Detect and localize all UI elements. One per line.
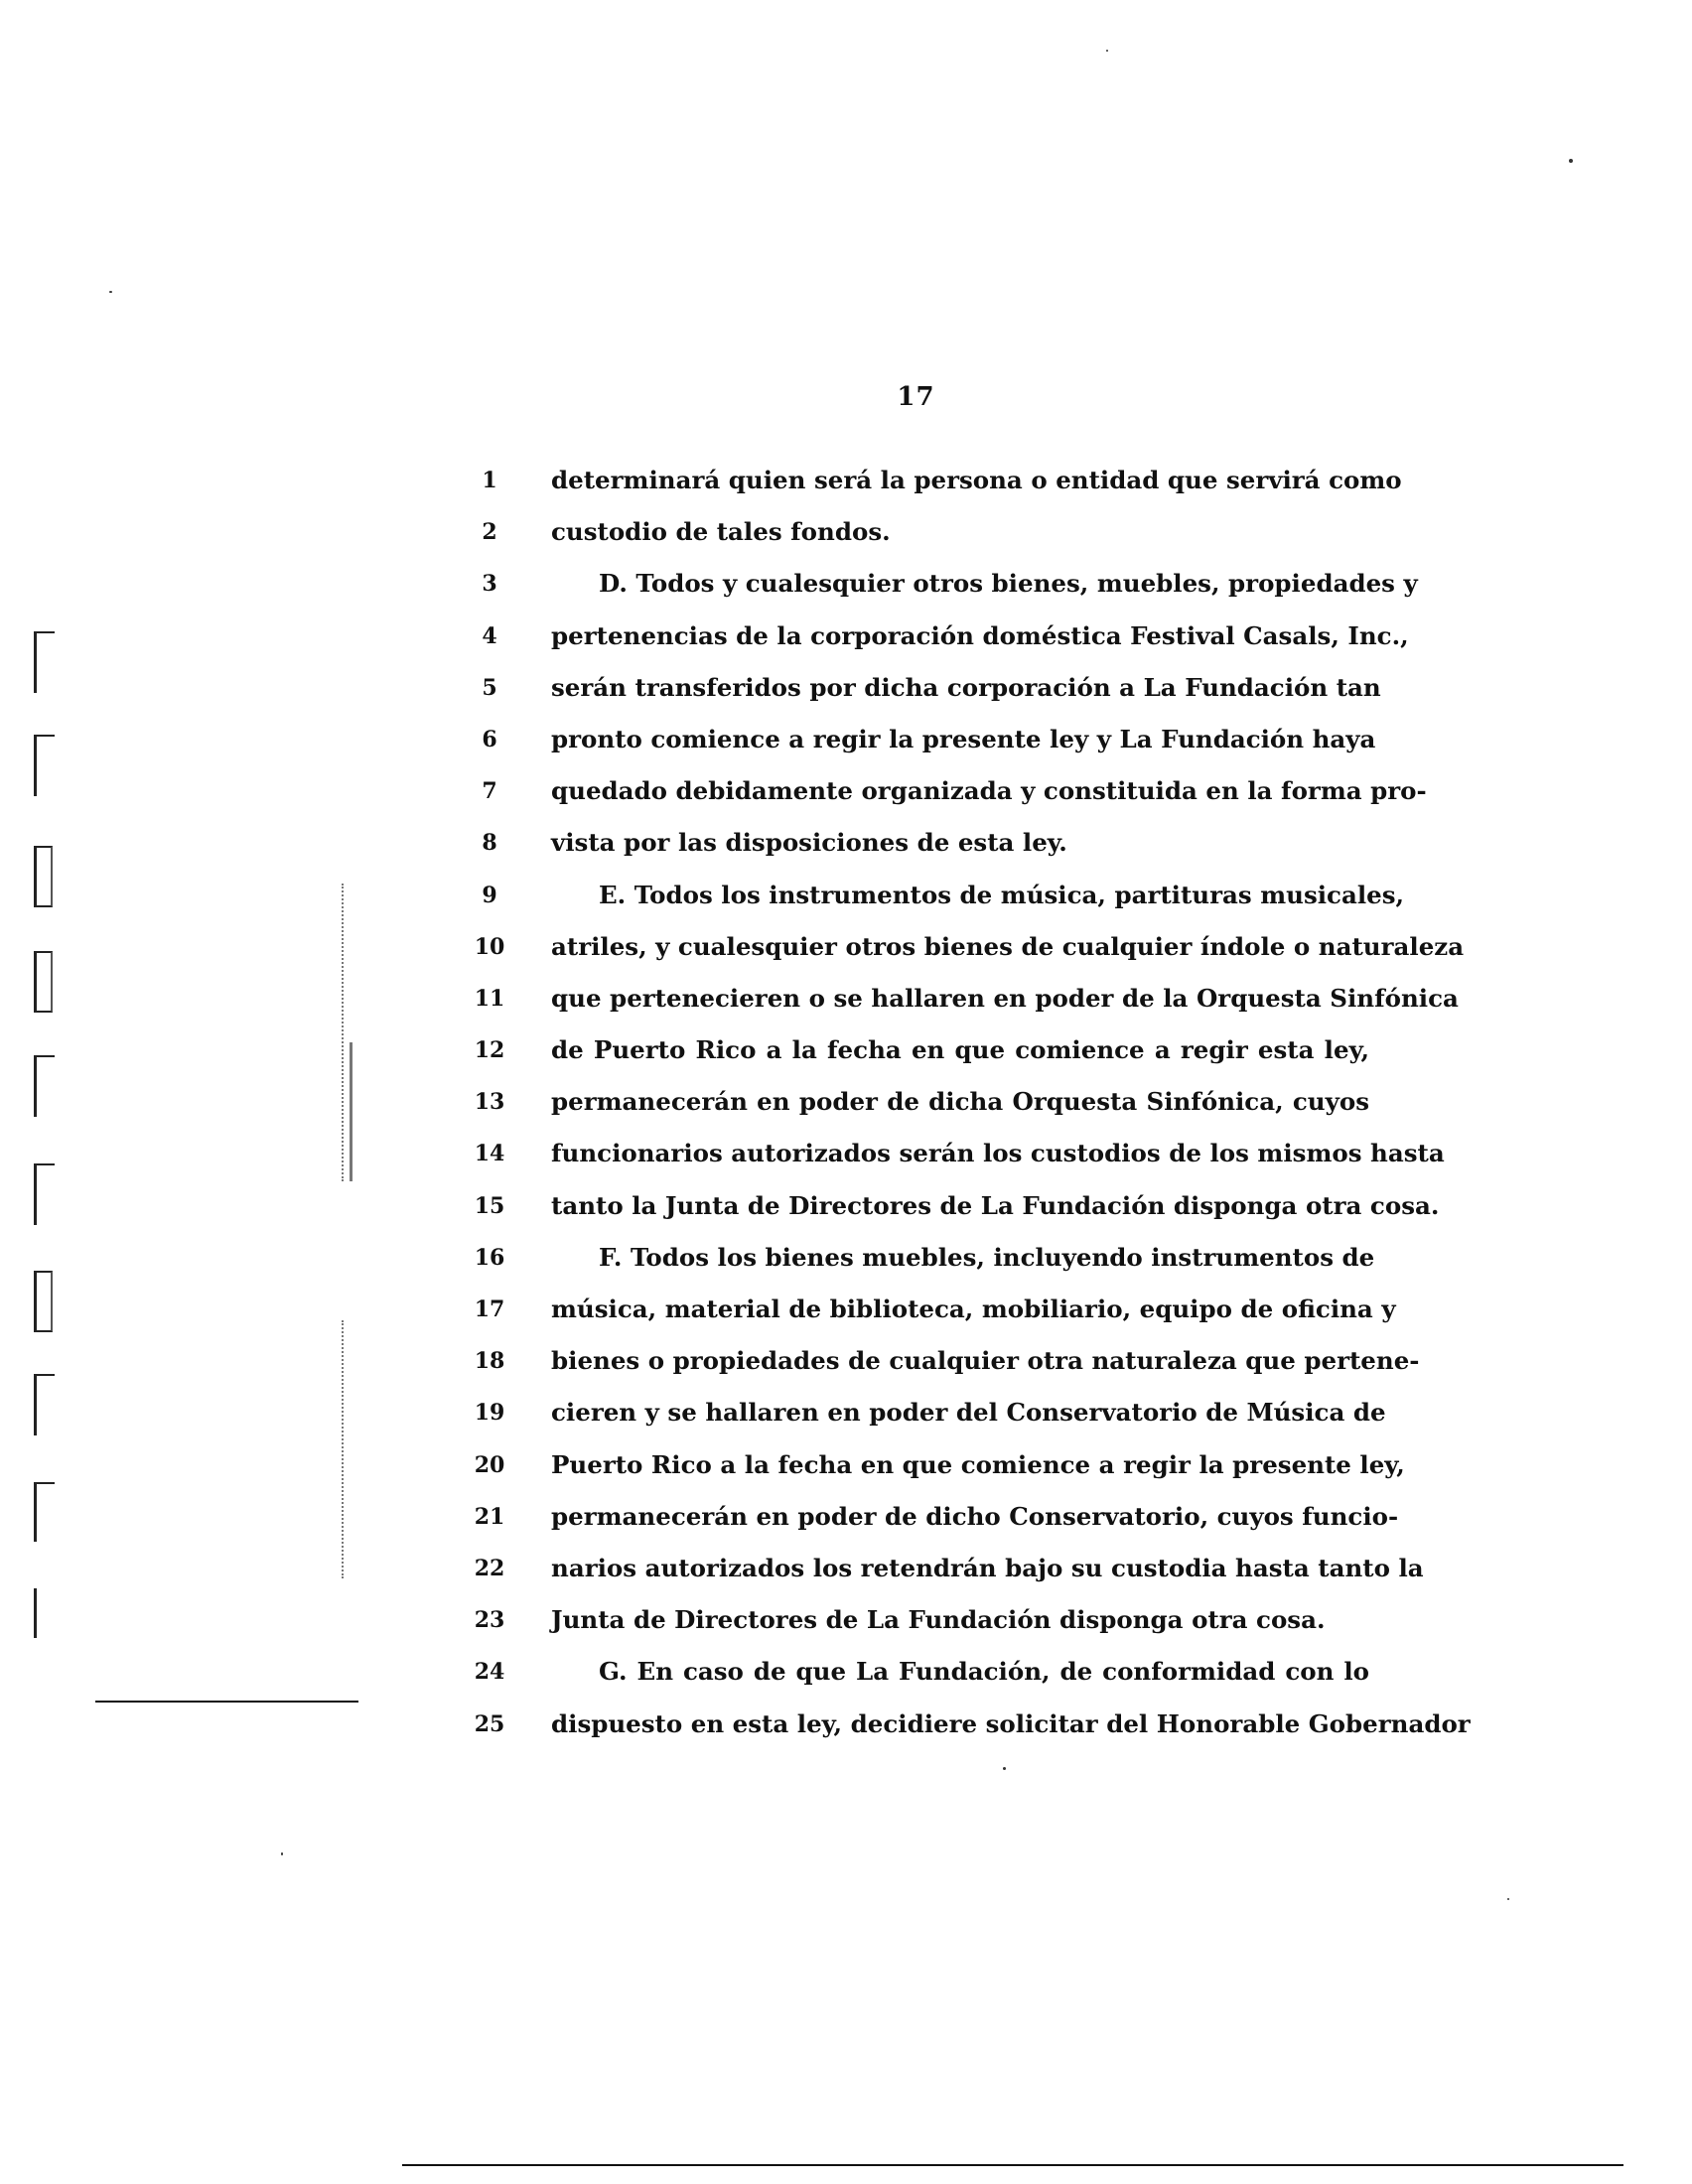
- scan-speck: [281, 1852, 283, 1855]
- text-line: [467, 1180, 1440, 1232]
- line-number: 22: [474, 1555, 505, 1581]
- line-text: quedado debidamente organizada y constituida en la forma pro-: [551, 776, 1427, 806]
- line-text: Puerto Rico a la fecha en que comience a regir la presente ley,: [551, 1449, 1405, 1479]
- line-number: 4: [482, 622, 497, 649]
- line-text: vista por las disposiciones de esta ley.: [551, 828, 1067, 858]
- text-line: [467, 558, 1418, 610]
- text-line: [467, 1128, 1445, 1179]
- line-number: 8: [482, 830, 497, 857]
- text-line: [467, 973, 1459, 1024]
- text-line: [467, 817, 1370, 869]
- text-line: [467, 765, 1427, 817]
- scan-rule: [95, 1701, 358, 1703]
- line-text: pronto comience a regir la presente ley y La Fundación haya: [551, 724, 1376, 753]
- text-line: [467, 506, 1370, 558]
- scan-mark: [34, 735, 55, 796]
- text-line: [467, 1024, 1370, 1076]
- scan-speck: [109, 291, 112, 293]
- text-line: [467, 611, 1409, 662]
- line-text: música, material de biblioteca, mobiliario, equipo de oficina y: [551, 1295, 1396, 1323]
- text-line: [467, 1335, 1420, 1387]
- text-line: [467, 1699, 1471, 1750]
- line-text: cieren y se hallaren en poder del Conservatorio de Música de: [551, 1398, 1386, 1428]
- line-number: 14: [474, 1141, 505, 1167]
- line-number: 7: [482, 778, 497, 805]
- line-number: 6: [482, 726, 497, 752]
- scan-mark: [342, 1320, 344, 1578]
- line-text: que pertenecieren o se hallaren en poder de la Orquesta Sinfónica: [551, 983, 1459, 1013]
- line-number: 23: [474, 1607, 505, 1634]
- line-text: tanto la Junta de Directores de La Fundación disponga otra cosa.: [551, 1190, 1440, 1220]
- scan-mark: [34, 1482, 55, 1542]
- line-text: permanecerán en poder de dicha Orquesta Sinfónica, cuyos: [551, 1087, 1369, 1117]
- scan-mark: [34, 631, 55, 693]
- scan-mark: [34, 1374, 55, 1435]
- scan-mark: [34, 951, 53, 1013]
- line-text: permanecerán en poder de dicho Conservatorio, cuyos funcio-: [551, 1501, 1399, 1531]
- scan-mark: [34, 1588, 55, 1638]
- line-number: 5: [482, 674, 497, 701]
- text-line: [467, 1076, 1370, 1128]
- text-line: [467, 1439, 1405, 1491]
- line-number: 19: [474, 1400, 505, 1427]
- scan-speck: [1569, 159, 1573, 163]
- line-text: custodio de tales fondos.: [551, 517, 891, 547]
- scan-mark: [34, 1163, 55, 1225]
- line-number: 10: [474, 933, 505, 960]
- line-number: 24: [474, 1659, 505, 1686]
- line-number: 20: [474, 1451, 505, 1478]
- text-line: [467, 921, 1465, 973]
- text-line: [467, 1594, 1370, 1646]
- text-line: [467, 1543, 1424, 1594]
- line-text: serán transferidos por dicha corporación a La Fundación tan: [551, 672, 1381, 702]
- scan-rule: [402, 2164, 1623, 2166]
- scan-mark: [350, 1042, 352, 1181]
- line-number: 2: [482, 519, 497, 546]
- line-number: 9: [482, 882, 497, 908]
- scan-mark: [34, 1055, 55, 1117]
- line-text: atriles, y cualesquier otros bienes de cualquier índole o naturaleza: [551, 931, 1465, 961]
- line-number: 25: [474, 1710, 505, 1737]
- line-number: 16: [474, 1244, 505, 1271]
- line-text: F. Todos los bienes muebles, incluyendo instrumentos de: [599, 1242, 1375, 1272]
- line-number: 3: [482, 571, 497, 598]
- line-text: funcionarios autorizados serán los custodios de los mismos hasta: [551, 1139, 1445, 1168]
- line-text: G. En caso de que La Fundación, de conformidad con lo: [599, 1657, 1369, 1687]
- text-line: [467, 1232, 1375, 1284]
- line-text: pertenencias de la corporación doméstica Festival Casals, Inc.,: [551, 620, 1409, 650]
- text-line: [467, 1491, 1399, 1543]
- line-number: 18: [474, 1348, 505, 1375]
- scan-mark: [34, 846, 53, 907]
- scan-mark: [34, 1271, 53, 1332]
- line-number: 11: [474, 985, 505, 1012]
- scan-mark: [342, 884, 344, 1181]
- line-number: 15: [474, 1192, 505, 1219]
- line-text: bienes o propiedades de cualquier otra naturaleza que pertene-: [551, 1346, 1420, 1376]
- scan-speck: [1507, 1898, 1509, 1900]
- line-number: 21: [474, 1503, 505, 1530]
- text-line: [467, 1284, 1396, 1335]
- line-text: dispuesto en esta ley, decidiere solicitar del Honorable Gobernador: [551, 1708, 1471, 1738]
- scan-speck: [1003, 1767, 1006, 1770]
- line-number: 12: [474, 1037, 505, 1064]
- line-number: 1: [482, 468, 497, 493]
- text-line: [467, 870, 1405, 921]
- line-text: narios autorizados los retendrán bajo su custodia hasta tanto la: [551, 1553, 1424, 1582]
- line-number: 13: [474, 1089, 505, 1116]
- scan-speck: [1106, 50, 1108, 52]
- page-number: 17: [897, 382, 935, 412]
- line-text: de Puerto Rico a la fecha en que comience a regir esta ley,: [551, 1035, 1369, 1065]
- text-line: [467, 714, 1376, 765]
- text-line: [467, 1387, 1386, 1438]
- line-number: 17: [474, 1297, 505, 1322]
- text-line: [467, 662, 1381, 714]
- line-text: determinará quien será la persona o entidad que servirá como: [551, 466, 1402, 494]
- line-text: Junta de Directores de La Fundación disponga otra cosa.: [551, 1605, 1326, 1635]
- line-text: D. Todos y cualesquier otros bienes, muebles, propiedades y: [599, 569, 1418, 599]
- line-text: E. Todos los instrumentos de música, partituras musicales,: [599, 880, 1405, 909]
- numbered-text-block: [467, 455, 1471, 1750]
- text-line: [467, 1646, 1370, 1698]
- text-line: [467, 455, 1402, 506]
